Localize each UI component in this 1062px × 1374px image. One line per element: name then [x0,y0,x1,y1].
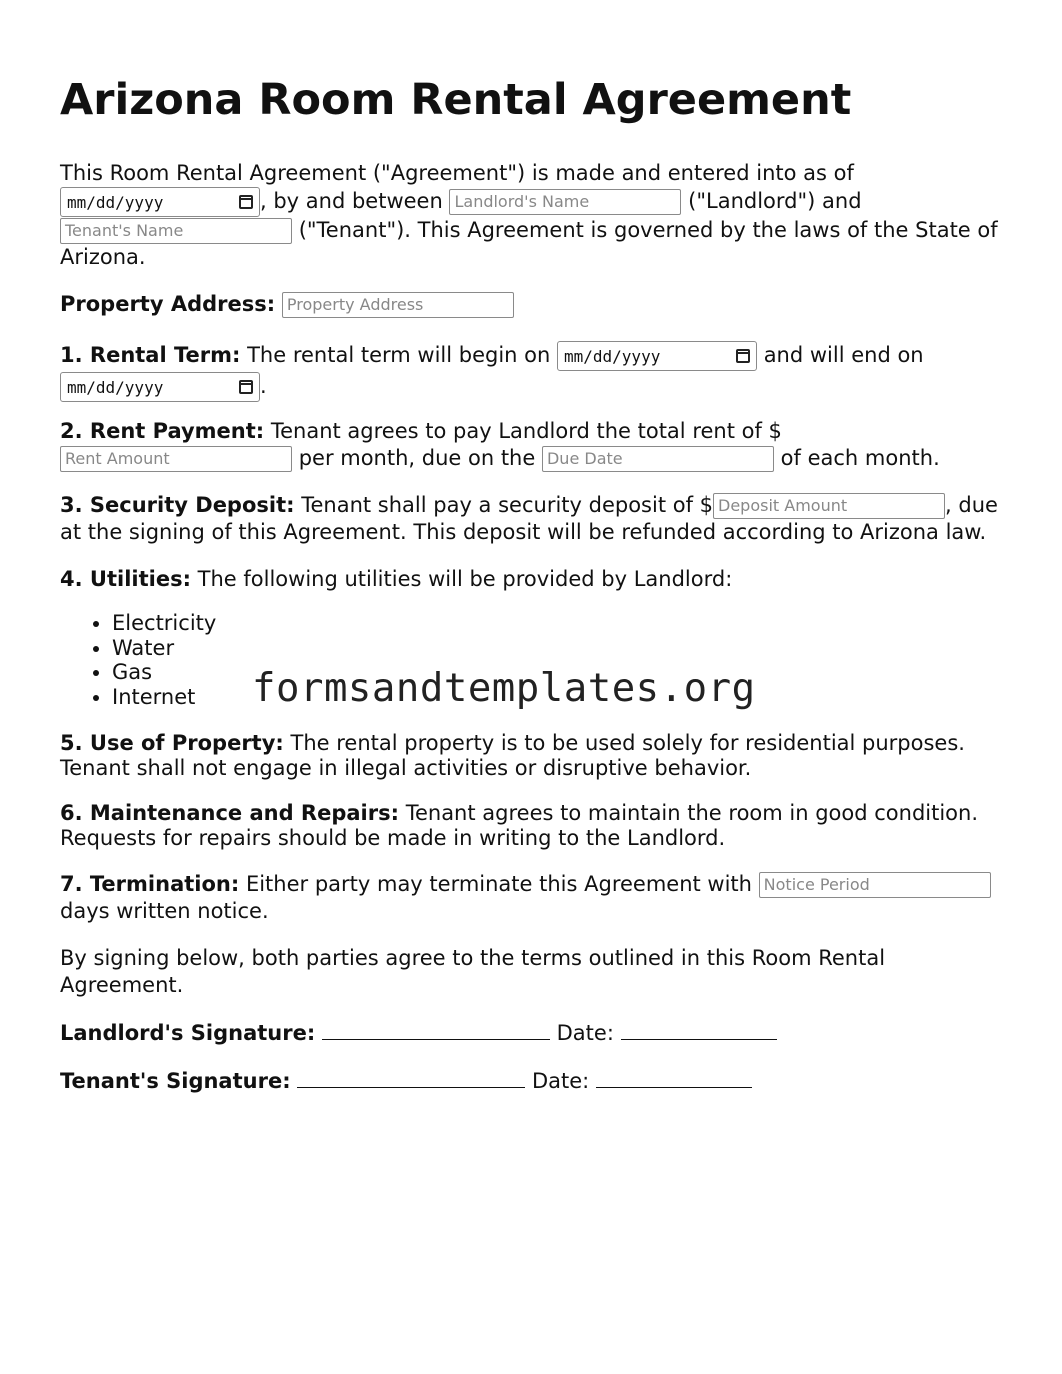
security-deposit-text-2: , due at the signing of this Agreement. This deposit will be refunded according to Arizona law. [60,493,998,544]
watermark: formsandtemplates.org [252,666,756,711]
maintenance-text: Tenant agrees to maintain the room in good condition. Requests for repairs should be made in writing to the Landlord. [60,801,979,850]
intro-text-3: ("Landlord") and [688,189,862,213]
list-item: • Water [112,636,1010,661]
landlord-date-label: Date: [556,1021,614,1045]
landlord-signature-label: Landlord's Signature: [60,1021,316,1045]
tenant-date-line[interactable] [596,1067,752,1088]
use-of-property-section [60,731,1010,781]
property-address-row [60,291,1010,318]
property-address-input[interactable]: Property Address [282,292,514,318]
rent-payment-text-1: Tenant agrees to pay Landlord the total rent of $ [270,419,782,443]
intro-text-2: , by and between [260,189,443,213]
tenant-signature-row [60,1067,1010,1095]
security-deposit-label: 3. Security Deposit: [60,493,295,517]
closing-statement: By signing below, both parties agree to the terms outlined in this Room Rental Agreement. [60,946,886,997]
rent-payment-section [60,418,1010,472]
start-date-input[interactable] [557,341,757,371]
tenant-name-input[interactable]: Tenant's Name [60,218,292,244]
deposit-amount-input[interactable]: Deposit Amount [713,493,945,519]
page-title: Arizona Room Rental Agreement [60,75,852,125]
landlord-signature-line[interactable] [322,1019,550,1040]
list-item: • Internet [112,685,1010,710]
maintenance-label: 6. Maintenance and Repairs: [60,801,400,825]
rental-term-text-2: and will end on [763,343,924,367]
list-item: • Gas [112,660,1010,685]
tenant-date-label: Date: [531,1069,590,1093]
landlord-name-input[interactable]: Landlord's Name [449,189,681,215]
tenant-signature-label: Tenant's Signature: [60,1069,291,1093]
list-item: • Electricity [112,611,1010,636]
notice-period-input[interactable]: Notice Period [759,872,991,898]
rent-payment-text-2: per month, due on the [298,446,536,470]
intro-text-1: This Room Rental Agreement ("Agreement") is made and entered into as of [60,161,854,185]
utilities-text: The following utilities will be provided by Landlord: [197,567,733,591]
termination-text-2: days written notice. [60,899,269,923]
calendar-icon[interactable] [239,380,253,394]
start-date-placeholder: mm/dd/yyyy [564,346,661,366]
end-date-input[interactable] [60,372,260,402]
landlord-date-line[interactable] [621,1019,777,1040]
security-deposit-section [60,492,1010,546]
end-date-placeholder: mm/dd/yyyy [67,377,164,397]
landlord-signature-row [60,1019,1010,1047]
rental-term-section [60,340,1010,402]
rental-term-text-3: . [260,374,267,398]
rental-term-label: 1. Rental Term: [60,343,241,367]
calendar-icon[interactable] [239,195,253,209]
utilities-label: 4. Utilities: [60,567,191,591]
termination-section [60,871,1010,925]
property-address-label: Property Address: [60,292,276,316]
rent-payment-label: 2. Rent Payment: [60,419,265,443]
intro-paragraph [60,160,1010,271]
termination-text-1: Either party may terminate this Agreement with [245,872,752,896]
security-deposit-text-1: Tenant shall pay a security deposit of $ [301,493,714,517]
rent-payment-text-3: of each month. [780,446,940,470]
due-date-input[interactable]: Due Date [542,446,774,472]
tenant-signature-line[interactable] [297,1067,525,1088]
agreement-body [60,72,1010,1115]
termination-label: 7. Termination: [60,872,240,896]
use-of-property-text: The rental property is to be used solely for residential purposes. Tenant shall not engage in illegal activities or disruptive behavior. [60,731,965,780]
calendar-icon[interactable] [736,349,750,363]
utilities-section [60,566,1010,593]
maintenance-section [60,801,1010,851]
signature-block [60,1019,1010,1095]
intro-text-4: ("Tenant"). This Agreement is governed by the laws of the State of Arizona. [60,218,998,269]
agreement-date-input[interactable] [60,187,260,217]
rent-amount-input[interactable]: Rent Amount [60,446,292,472]
agreement-date-placeholder: mm/dd/yyyy [67,192,164,212]
use-of-property-label: 5. Use of Property: [60,731,284,755]
rental-term-text-1: The rental term will begin on [247,343,551,367]
